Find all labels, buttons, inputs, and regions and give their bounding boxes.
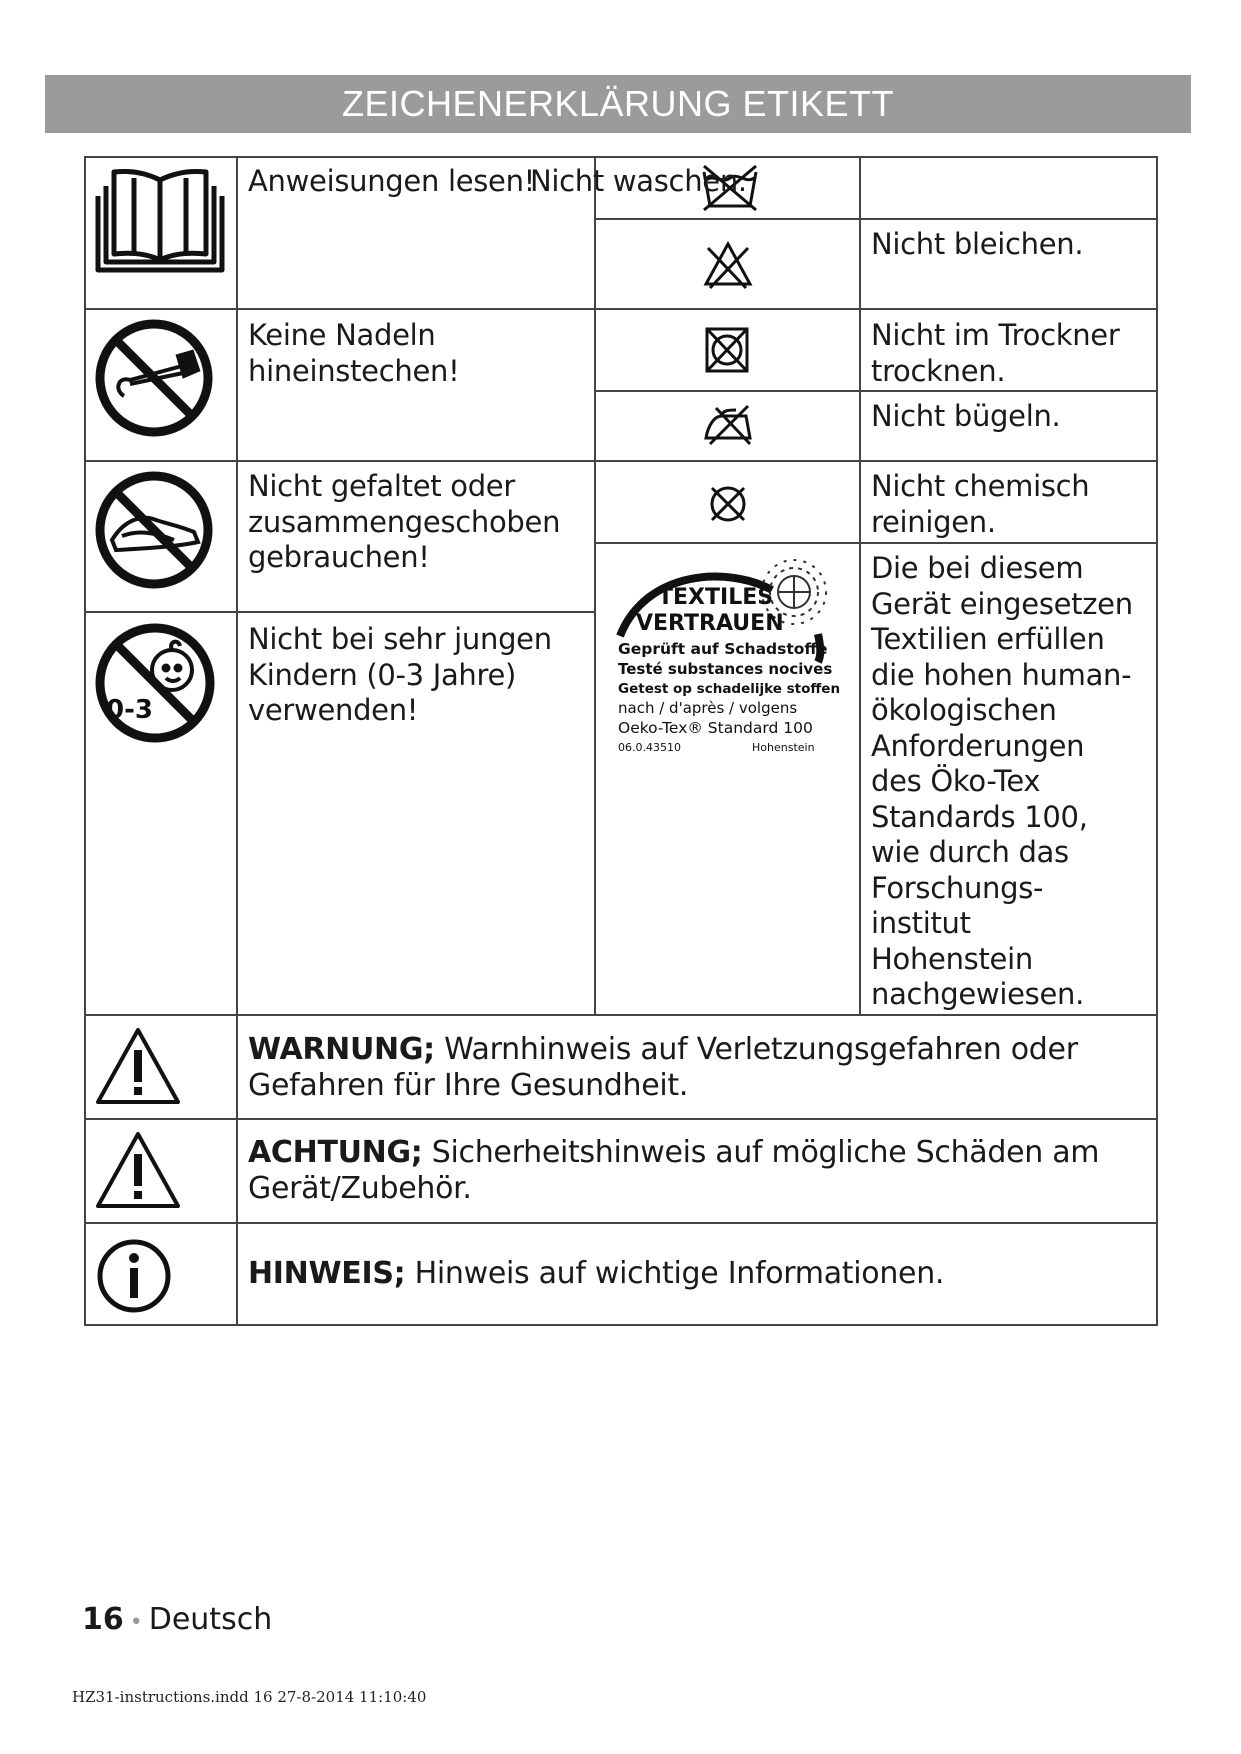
warning-icon [94, 1024, 182, 1108]
logo-institute: Hohenstein [752, 741, 815, 754]
row-divider [594, 218, 1158, 220]
no-folded-text: Nicht gefaltet oder zusammengeschoben gebrauchen! [248, 469, 561, 574]
table-divider-icon-column [236, 156, 238, 1326]
warning-text: WARNUNG; Warnhinweis auf Verletzungsgefahren oder Gefahren für Ihre Gesundheit. [248, 1032, 1078, 1103]
row-divider [84, 308, 596, 310]
table-border-left [84, 156, 86, 1326]
no-iron-text: Nicht bügeln. [871, 399, 1061, 433]
page-footer [82, 1602, 272, 1637]
no-bleach-icon [702, 240, 754, 290]
no-needles-text: Keine Nadeln hineinstechen! [248, 318, 460, 388]
footer-language: Deutsch [148, 1602, 273, 1637]
no-folded-icon [94, 470, 214, 590]
no-dry-clean-icon [708, 484, 748, 524]
no-young-children-text: Nicht bei sehr jungen Kindern (0-3 Jahre) verwenden! [248, 622, 552, 727]
oeko-tex-logo [612, 552, 840, 764]
footer-separator: • [129, 1610, 143, 1635]
row-divider [84, 1014, 1158, 1016]
no-tumble-dry-icon [704, 326, 750, 374]
page-number: 16 [82, 1602, 124, 1637]
no-tumble-dry-text: Nicht im Trockner trocknen. [871, 318, 1120, 388]
table-divider-right [859, 156, 861, 1016]
read-instructions-text: Anweisungen lesen! [248, 164, 536, 198]
row-divider [594, 460, 1158, 462]
info-text: HINWEIS; Hinweis auf wichtige Informationen. [248, 1256, 945, 1291]
logo-line2: VERTRAUEN [636, 611, 784, 636]
logo-line1: TEXTILES [658, 585, 774, 610]
no-bleach-text: Nicht bleichen. [871, 227, 1084, 261]
warning-label: WARNUNG; [248, 1032, 435, 1067]
row-divider [594, 542, 1158, 544]
row-divider [594, 308, 1158, 310]
table-divider-middle [594, 156, 596, 1016]
table-border-top [84, 156, 1158, 158]
print-slug: HZ31-instructions.indd 16 27-8-2014 11:10:40 [72, 1688, 427, 1706]
caution-label: ACHTUNG; [248, 1135, 423, 1170]
row-divider [84, 1222, 1158, 1224]
row-divider [84, 611, 596, 613]
row-divider [84, 1118, 1158, 1120]
no-wash-text: Nicht waschen. [530, 164, 747, 198]
no-iron-icon [700, 402, 756, 446]
logo-line7: Oeko-Tex® Standard 100 [618, 719, 813, 737]
no-young-children-icon [94, 622, 216, 744]
no-dry-clean-text: Nicht chemisch reinigen. [871, 469, 1090, 539]
age-label: 0-3 [106, 695, 153, 725]
row-divider [84, 460, 596, 462]
caution-icon [94, 1128, 182, 1212]
logo-line4: Testé substances nocives [618, 660, 833, 678]
info-label: HINWEIS; [248, 1256, 406, 1291]
book-icon [94, 166, 226, 276]
oeko-tex-text: Die bei diesem Gerät eingesetzen Textilien erfüllen die hohen human- ökologischen Anforderungen des Öko-Tex Standards 100, wie durch das Forschungs- institut Hohenstein nachgewiesen. [871, 551, 1133, 1011]
logo-line6: nach / d'après / volgens [618, 699, 798, 717]
logo-number: 06.0.43510 [618, 741, 681, 754]
logo-line5: Getest op schadelijke stoffen [618, 681, 840, 697]
row-divider [594, 390, 1158, 392]
info-icon [94, 1236, 174, 1316]
table-border-bottom [84, 1324, 1158, 1326]
table-border-right [1156, 156, 1158, 1326]
logo-line3: Geprüft auf Schadstoffe [618, 640, 828, 658]
caution-text: ACHTUNG; Sicherheitshinweis auf mögliche Schäden am Gerät/Zubehör. [248, 1135, 1100, 1206]
page-title: ZEICHENERKLÄRUNG ETIKETT [45, 75, 1191, 133]
no-needles-icon [94, 318, 214, 438]
